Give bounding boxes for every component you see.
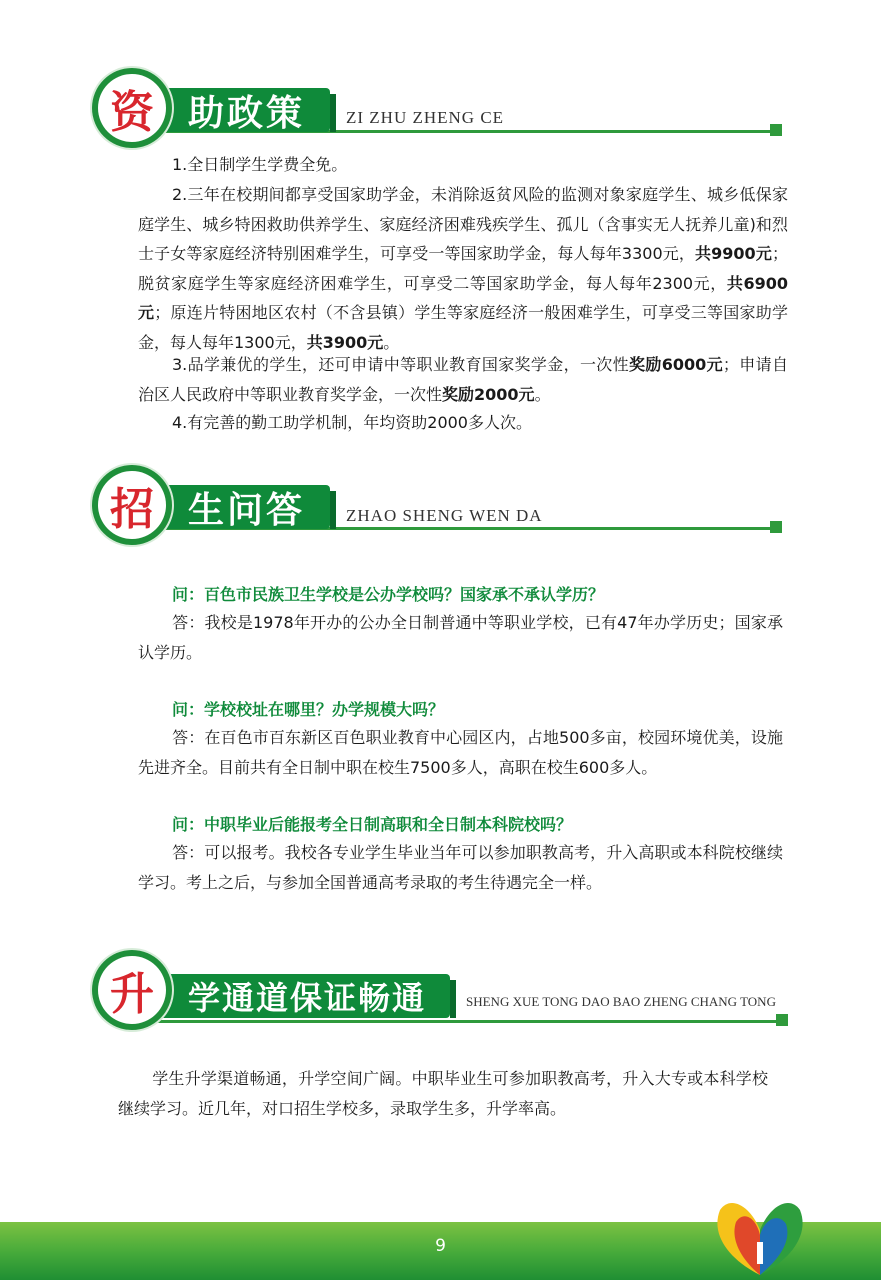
question-1: 问：百色市民族卫生学校是公办学校吗？国家承不承认学历？: [172, 585, 605, 604]
answer-3: 答：可以报考。我校各专业学生毕业当年可以参加职教高考，升入高职或本科院校继续学习。考上之后，与参加全国普通高考录取的考生待遇完全一样。: [138, 843, 783, 892]
section-badge: [92, 950, 172, 1030]
answer-1: 答：我校是1978年开办的公办全日制普通中等职业学校，已有47年办学历史；国家承认学历。: [138, 613, 783, 662]
question-3: 问：中职毕业后能报考全日制高职和全日制本科院校吗？: [172, 815, 573, 834]
section-pinyin: SHENG XUE TONG DAO BAO ZHENG CHANG TONG: [466, 994, 776, 1009]
header-rule-end: [770, 521, 782, 533]
policy-item-2: 2.三年在校期间都享受国家助学金，未消除返贫风险的监测对象家庭学生、城乡低保家庭学生、城乡特困救助供养学生、家庭经济困难残疾学生、孤儿（含事实无人抚养儿童)和烈士子女等家庭经济特别困难学生，可享受一等国家助学金，每人每年3300元，共9900元；脱贫家庭学生等家庭经济困难学生，可享受二等国家助学金，每人每年2300元，共6900元；原连片特困地区农村（不含县镇）学生等家庭经济一般困难学生，可享受三等国家助学金，每人每年1300元，共3900元。: [138, 185, 788, 352]
section-badge: [92, 465, 172, 545]
section-title: 学通道保证畅通: [188, 979, 427, 1017]
section-title: 助政策: [188, 91, 306, 134]
policy-item-1: 1.全日制学生学费全免。: [172, 155, 348, 174]
policy-item-3: 3.品学兼优的学生，还可申请中等职业教育国家奖学金，一次性奖励6000元；申请自治区人民政府中等职业教育奖学金，一次性奖励2000元。: [138, 355, 788, 404]
section-pinyin: ZHAO SHENG WEN DA: [346, 506, 543, 525]
section-header-zizhu: [0, 60, 881, 160]
header-rule-end: [776, 1014, 788, 1026]
section-badge: [92, 68, 172, 148]
answer-2: 答：在百色市百东新区百色职业教育中心园区内，占地500多亩，校园环境优美，设施先进齐全。目前共有全日制中职在校生7500多人，高职在校生600多人。: [138, 728, 783, 777]
page-number: 9: [435, 1236, 446, 1256]
badge-char: 升: [98, 956, 166, 1024]
pathway-paragraph: 学生升学渠道畅通，升学空间广阔。中职毕业生可参加职教高考，升入大专或本科学校继续学习。近几年，对口招生学校多，录取学生多，升学率高。: [118, 1069, 768, 1118]
badge-char: 招: [98, 471, 166, 539]
policy-item-4: 4.有完善的勤工助学机制，年均资助2000多人次。: [172, 413, 532, 432]
header-rule: [120, 1020, 780, 1023]
badge-char: 资: [98, 74, 166, 142]
section-header-zhaosheng: [0, 455, 881, 555]
section-header-shengxue: [0, 938, 881, 1038]
school-logo-icon: [700, 1190, 820, 1280]
question-2: 问：学校校址在哪里？办学规模大吗？: [172, 700, 445, 719]
section-pinyin: ZI ZHU ZHENG CE: [346, 108, 505, 127]
section-title: 生问答: [188, 488, 306, 531]
logo-center: [757, 1242, 763, 1264]
header-rule-end: [770, 124, 782, 136]
